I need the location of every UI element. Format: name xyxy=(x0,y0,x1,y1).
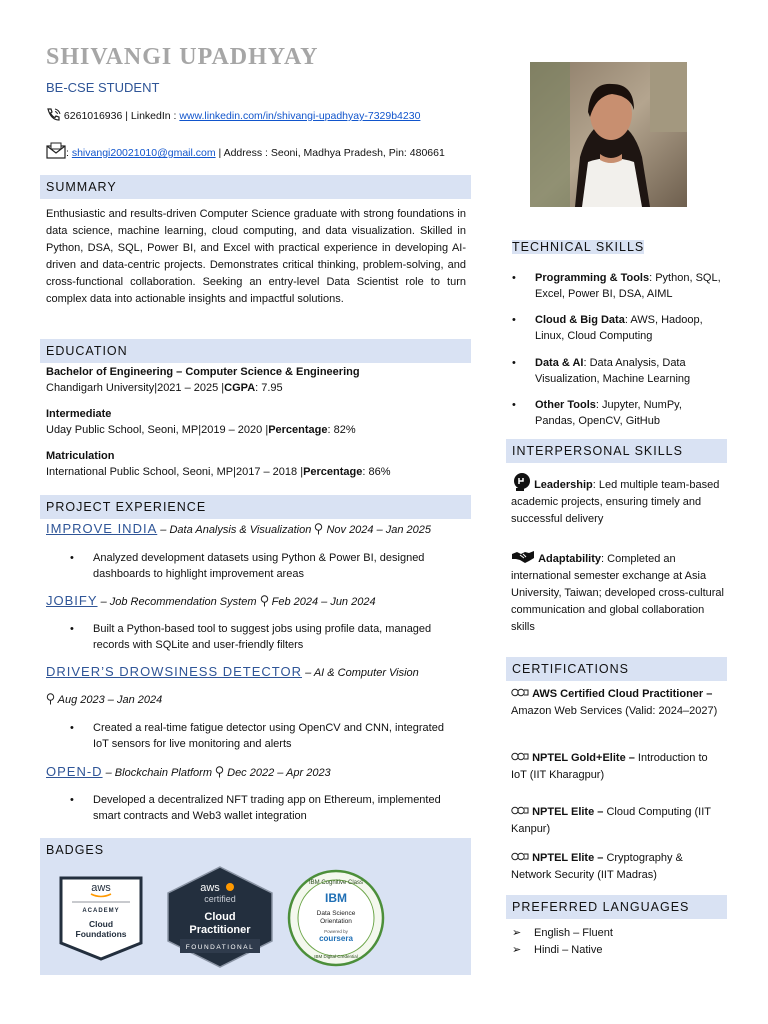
interpersonal-item: Adaptability: Completed an international semester exchange at Asia University, Taiwan; developed cross-cultural communication and global collaboration skills xyxy=(511,550,725,636)
project-title: JOBIFY xyxy=(46,593,98,608)
certification-item: NPTEL Elite – Cryptography & Network Security (IIT Madras) xyxy=(511,852,683,881)
certificate-icon xyxy=(511,688,529,697)
education-detail: Uday Public School, Seoni, MP|2019 – 2020 |Percentage: 82% xyxy=(46,424,356,436)
arrow-bullet-icon: ➢ xyxy=(512,944,522,956)
svg-text:coursera: coursera xyxy=(319,934,353,943)
aws-academy-brand: aws xyxy=(91,882,111,894)
badges-heading: BADGES xyxy=(46,843,105,857)
list-item: • Other Tools: Jupyter, NumPy, Pandas, OpenCV, GitHub xyxy=(512,399,682,427)
list-item: ➢ Hindi – Native xyxy=(512,942,602,959)
education-item xyxy=(46,448,466,480)
svg-text:Foundations: Foundations xyxy=(75,929,127,939)
interpersonal-skills-heading: INTERPERSONAL SKILLS xyxy=(506,439,727,463)
list-item: • Built a Python-based tool to suggest jobs using profile data, managed records with SQLite and user-friendly filters xyxy=(70,623,432,651)
project-dates: Aug 2023 – Jan 2024 xyxy=(46,693,476,706)
list-item: ➢ English – Fluent xyxy=(512,925,613,942)
ibm-badge xyxy=(286,868,386,968)
candidate-name: SHIVANGI UPADHYAY xyxy=(46,44,319,70)
certificate-icon xyxy=(511,806,529,815)
svg-text:ACADEMY: ACADEMY xyxy=(82,908,120,914)
svg-text:Cloud: Cloud xyxy=(88,919,114,929)
phone-icon xyxy=(46,108,61,121)
svg-text:Data Science: Data Science xyxy=(316,910,356,917)
education-item xyxy=(46,406,466,438)
summary-text: Enthusiastic and results-driven Computer Science graduate with strong foundations in data science, machine learning, cloud computing, and data visualization. Skilled in Python, DSA, SQL, Power BI, and Excel with practical experience in developing AI-driven and data-centric projects. Demonstrates critical thinking, problem-solving, and cross-functional collaboration. Seeking an entry-level Data Scientist role to turn complex data into actionable insights and impactful solutions. xyxy=(46,208,466,305)
languages-heading: PREFERRED LANGUAGES xyxy=(506,895,727,919)
pin-icon xyxy=(260,595,269,607)
svg-text:IBM: IBM xyxy=(325,891,347,905)
education-detail: Chandigarh University|2021 – 2025 |CGPA: 7.95 xyxy=(46,382,283,394)
project-header: IMPROVE INDIA – Data Analysis & Visualization Nov 2024 – Jan 2025 xyxy=(46,521,432,536)
education-heading: EDUCATION xyxy=(40,339,471,363)
svg-text:certified: certified xyxy=(204,894,236,904)
certification-item: AWS Certified Cloud Practitioner – Amazon Web Services (Valid: 2024–2027) xyxy=(511,688,718,717)
svg-text:FOUNDATIONAL: FOUNDATIONAL xyxy=(185,944,255,951)
project-title: IMPROVE INDIA xyxy=(46,521,158,536)
summary-heading: SUMMARY xyxy=(40,175,471,199)
certification-item: NPTEL Gold+Elite – Introduction to IoT (IIT Kharagpur) xyxy=(511,752,708,781)
svg-text:Cloud: Cloud xyxy=(204,911,236,923)
certification-item: NPTEL Elite – Cloud Computing (IIT Kanpur) xyxy=(511,806,711,835)
arrow-bullet-icon: ➢ xyxy=(512,927,522,939)
education-title: Matriculation xyxy=(46,450,115,462)
education-title: Intermediate xyxy=(46,408,112,420)
list-item: • Created a real-time fatigue detector using OpenCV and CNN, integrated IoT sensors for live monitoring and alerts xyxy=(70,722,444,750)
contact-line-1: 6261016936 | LinkedIn : www.linkedin.com/in/shivangi-upadhyay-7329b4230 xyxy=(46,108,420,122)
linkedin-link[interactable]: www.linkedin.com/in/shivangi-upadhyay-7329b4230 xyxy=(179,110,421,122)
address: | Address : Seoni, Madhya Pradesh, Pin: 480661 xyxy=(215,147,445,159)
project-header: JOBIFY – Job Recommendation System Feb 2024 – Jun 2024 xyxy=(46,593,376,608)
svg-text:Orientation: Orientation xyxy=(320,918,352,925)
project-header: DRIVER’S DROWSINESS DETECTOR – AI & Computer Vision xyxy=(46,664,419,679)
svg-text:IBM Cognitive Class: IBM Cognitive Class xyxy=(308,880,364,886)
list-item: • Developed a decentralized NFT trading app on Ethereum, implemented smart contracts and Web3 wallet integration xyxy=(70,794,441,822)
list-item: • Programming & Tools: Python, SQL, Excel, Power BI, DSA, AIML xyxy=(512,272,721,300)
project-header: OPEN-D – Blockchain Platform Dec 2022 – Apr 2023 xyxy=(46,764,331,779)
email-icon xyxy=(46,142,66,159)
education-detail: International Public School, Seoni, MP|2017 – 2018 |Percentage: 86% xyxy=(46,466,391,478)
pin-icon xyxy=(46,693,55,705)
handshake-icon xyxy=(511,550,535,564)
certificate-icon xyxy=(511,752,529,761)
list-item: • Data & AI: Data Analysis, Data Visualization, Machine Learning xyxy=(512,357,691,385)
education-item xyxy=(46,364,466,396)
svg-text:Powered by: Powered by xyxy=(324,929,348,934)
certifications-heading: CERTIFICATIONS xyxy=(506,657,727,681)
phone-number: 6261016936 xyxy=(63,110,123,122)
leadership-icon xyxy=(511,472,531,492)
interpersonal-item: Leadership: Led multiple team-based academic projects, ensuring timely and successful delivery xyxy=(511,472,725,528)
svg-text:aws: aws xyxy=(200,882,220,894)
aws-ccp-badge xyxy=(164,865,276,969)
education-title: Bachelor of Engineering – Computer Science & Engineering xyxy=(46,366,360,378)
projects-heading: PROJECT EXPERIENCE xyxy=(40,495,471,519)
svg-text:Practitioner: Practitioner xyxy=(189,924,251,936)
aws-academy-badge xyxy=(58,875,144,961)
contact-line-2: : shivangi20021010@gmail.com | Address : Seoni, Madhya Pradesh, Pin: 480661 xyxy=(46,142,445,159)
svg-text:IBM Digital Credential: IBM Digital Credential xyxy=(314,954,358,959)
list-item: • Analyzed development datasets using Python & Power BI, designed dashboards to highlight improvement areas xyxy=(70,552,425,580)
candidate-role: BE-CSE STUDENT xyxy=(46,80,160,95)
email-link[interactable]: shivangi20021010@gmail.com xyxy=(71,147,216,159)
project-title: DRIVER’S DROWSINESS DETECTOR xyxy=(46,664,303,679)
pin-icon xyxy=(215,766,224,778)
list-item: • Cloud & Big Data: AWS, Hadoop, Linux, Cloud Computing xyxy=(512,314,703,342)
project-title: OPEN-D xyxy=(46,764,103,779)
badges-panel xyxy=(40,838,471,975)
technical-skills-heading: TECHNICAL SKILLS xyxy=(512,240,645,254)
profile-photo xyxy=(530,62,687,207)
certificate-icon xyxy=(511,852,529,861)
